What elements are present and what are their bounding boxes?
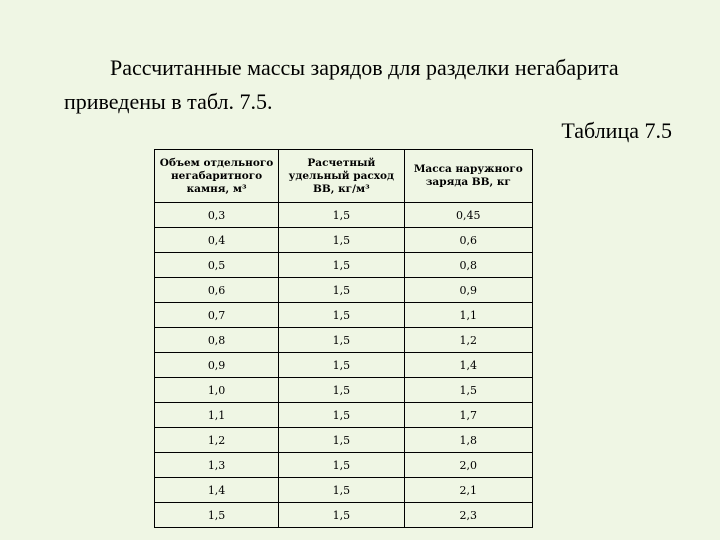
cell-mass: 0,6: [404, 228, 532, 253]
cell-consumption: 1,5: [279, 278, 404, 303]
cell-volume: 0,9: [155, 353, 279, 378]
cell-volume: 0,5: [155, 253, 279, 278]
cell-consumption: 1,5: [279, 403, 404, 428]
header-volume-line-3: камня, м³: [186, 182, 247, 195]
cell-mass: 1,2: [404, 328, 532, 353]
cell-volume: 1,0: [155, 378, 279, 403]
table-row: [155, 453, 533, 478]
charge-mass-table: [154, 149, 533, 528]
cell-consumption: 1,5: [279, 328, 404, 353]
table-row: [155, 203, 533, 228]
cell-consumption: 1,5: [279, 428, 404, 453]
cell-volume: 0,4: [155, 228, 279, 253]
header-mass-line-2: заряда ВВ, кг: [425, 176, 511, 188]
cell-consumption: 1,5: [279, 253, 404, 278]
cell-volume: 1,5: [155, 503, 279, 528]
cell-volume: 0,6: [155, 278, 279, 303]
intro-paragraph: [64, 51, 704, 119]
header-volume-line-1: Объем отдельного: [159, 156, 274, 169]
cell-consumption: 1,5: [279, 478, 404, 503]
cell-mass: 1,7: [404, 403, 532, 428]
table-row: [155, 428, 533, 453]
table-row: [155, 503, 533, 528]
cell-volume: 0,3: [155, 203, 279, 228]
cell-mass: 2,0: [404, 453, 532, 478]
header-consumption-line-1: Расчетный: [307, 156, 376, 169]
cell-mass: 2,3: [404, 503, 532, 528]
cell-mass: 1,4: [404, 353, 532, 378]
cell-volume: 1,2: [155, 428, 279, 453]
cell-volume: 0,7: [155, 303, 279, 328]
cell-consumption: 1,5: [279, 378, 404, 403]
header-volume: [155, 150, 279, 203]
cell-consumption: 1,5: [279, 203, 404, 228]
cell-consumption: 1,5: [279, 353, 404, 378]
cell-volume: 1,1: [155, 403, 279, 428]
cell-mass: 0,45: [404, 203, 532, 228]
table-caption: Таблица 7.5: [561, 118, 672, 143]
cell-mass: 1,8: [404, 428, 532, 453]
table-row: [155, 278, 533, 303]
cell-volume: 1,3: [155, 453, 279, 478]
header-consumption-line-2: удельный расход: [288, 169, 395, 182]
table-header-row: [155, 150, 533, 203]
table-row: [155, 378, 533, 403]
cell-consumption: 1,5: [279, 303, 404, 328]
cell-consumption: 1,5: [279, 228, 404, 253]
header-volume-line-2: негабаритного: [170, 169, 263, 182]
cell-volume: 1,4: [155, 478, 279, 503]
table-row: [155, 328, 533, 353]
table-row: [155, 478, 533, 503]
table-row: [155, 353, 533, 378]
cell-consumption: 1,5: [279, 453, 404, 478]
cell-consumption: 1,5: [279, 503, 404, 528]
table-row: [155, 303, 533, 328]
table-row: [155, 253, 533, 278]
header-charge-mass: [404, 150, 532, 203]
cell-mass: 2,1: [404, 478, 532, 503]
cell-volume: 0,8: [155, 328, 279, 353]
table-row: [155, 403, 533, 428]
cell-mass: 0,9: [404, 278, 532, 303]
cell-mass: 1,1: [404, 303, 532, 328]
header-specific-consumption: [279, 150, 404, 203]
header-mass-line-1: Масса наружного: [413, 163, 523, 175]
cell-mass: 0,8: [404, 253, 532, 278]
table-row: [155, 228, 533, 253]
intro-line-1: Рассчитанные массы зарядов для разделки негабарита: [110, 55, 619, 80]
intro-line-2: приведены в табл. 7.5.: [64, 89, 273, 114]
header-consumption-line-3: ВВ, кг/м³: [313, 182, 370, 195]
cell-mass: 1,5: [404, 378, 532, 403]
